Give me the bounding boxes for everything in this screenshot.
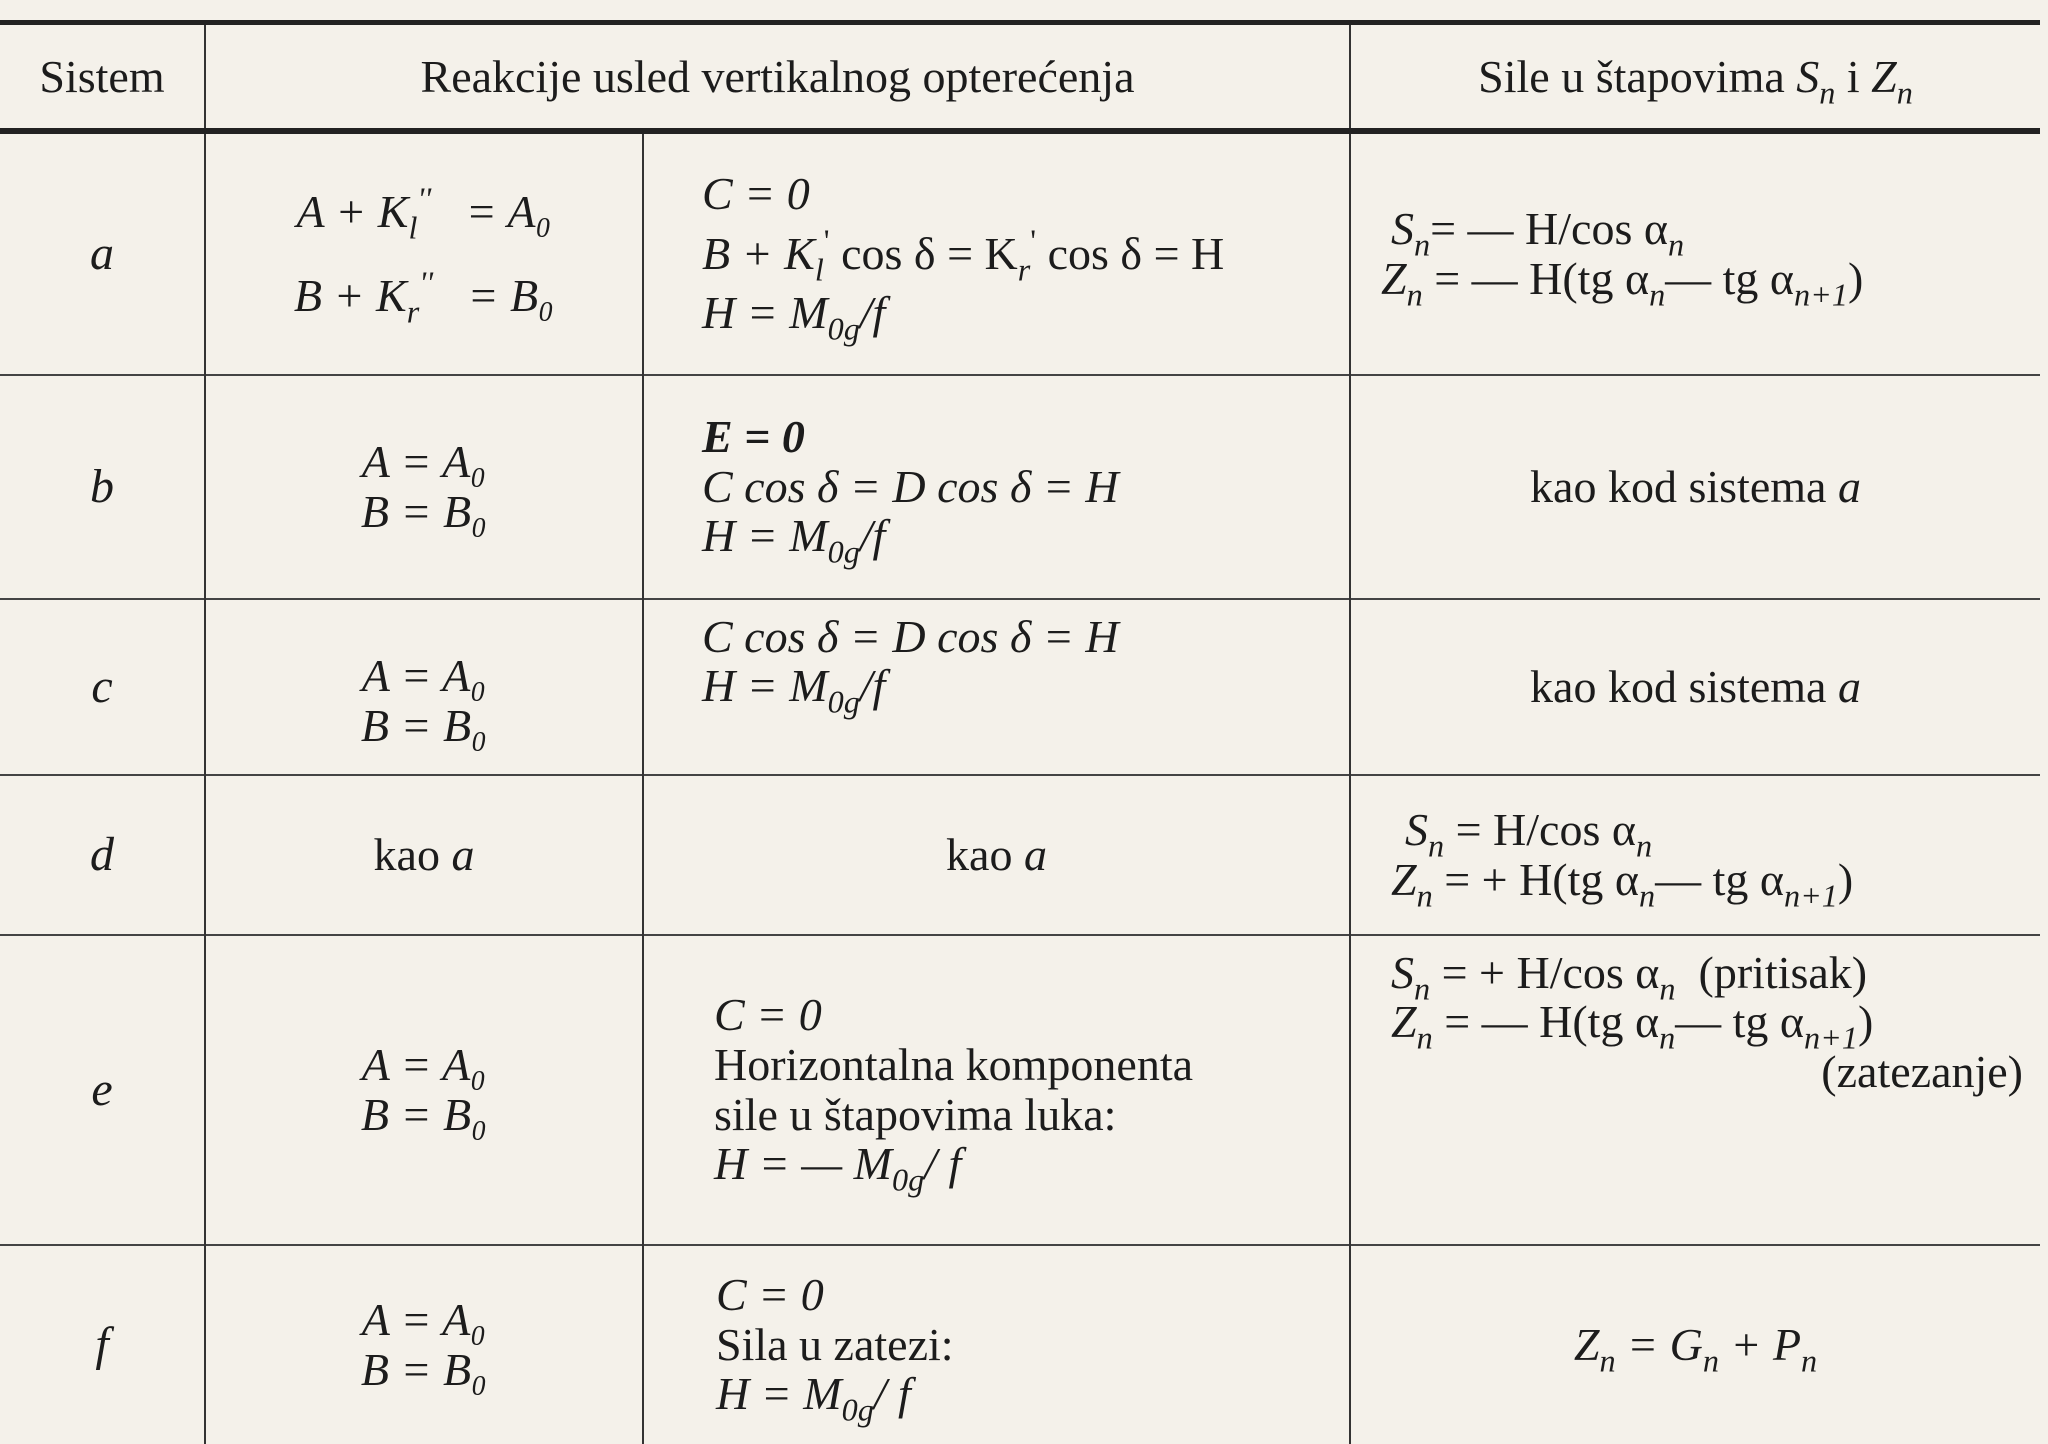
condition-c-line2: $H = M_{0g}/f$ (702, 660, 886, 720)
reaction-e-line1: A = A₀ (361, 1038, 487, 1090)
conditions-e (643, 935, 1350, 1245)
force-c-text: kao kod sistema (1530, 660, 1827, 712)
reaction-d-ref: a (451, 828, 475, 880)
header-forces (1350, 23, 2040, 131)
table-row-c (0, 599, 2040, 775)
reaction-a-line2: $B + K_r''$ = B₀ (293, 263, 555, 329)
condition-e-line4: H = — $M_{0g}/$ f (714, 1138, 962, 1198)
reaction-b-line1: A = A₀ (361, 435, 487, 487)
force-e-line3: (zatezanje) (1821, 1045, 2023, 1097)
reactions-e (205, 935, 643, 1245)
condition-a-line1: C = 0 (702, 167, 810, 219)
forces-f: $Z_n = G_n + P_n$ (1350, 1245, 2040, 1444)
force-d-line1: $S_n = H/\cos$ $\alpha_n$ (1405, 803, 1653, 864)
table-row-e (0, 935, 2040, 1245)
header-forces-z: Z (1871, 50, 1897, 102)
condition-b-line1: E = 0 (702, 410, 805, 462)
force-e-line2: $Z_n$ = — H(tg $\alpha_n—$ tg $\alpha_{n+1}$) (1391, 996, 1874, 1056)
condition-d-text: kao (946, 828, 1013, 880)
header-reactions: Reakcije usled vertikalnog opterećenja (205, 23, 1350, 131)
system-label-a: a (90, 226, 114, 280)
condition-f-line1: C = 0 (716, 1268, 824, 1320)
conditions-b (643, 375, 1350, 599)
reaction-f-line1: A = A₀ (361, 1293, 487, 1345)
reactions-b (205, 375, 643, 599)
reaction-c-line1: A = A₀ (361, 649, 487, 701)
condition-a-line2: $B + K_l'$ $\cos \delta = K_r'$ cos δ = H (702, 221, 1225, 287)
system-label-b: b (0, 375, 205, 599)
reaction-c-line2: B = B₀ (360, 699, 488, 751)
header-forces-z-sub: n (1896, 74, 1913, 111)
forces-b (1350, 375, 2040, 599)
reactions-c (205, 599, 643, 775)
forces-c (1350, 599, 2040, 775)
force-f-g: = G (1627, 1318, 1703, 1370)
header-forces-prefix: Sile u štapovima (1478, 50, 1785, 102)
condition-d-ref: a (1023, 828, 1047, 880)
system-label-e: e (0, 935, 205, 1245)
condition-e-line3: sile u štapovima luka: (714, 1088, 1117, 1140)
table-row-a (0, 131, 2040, 375)
condition-a-line3: $H = M_{0g}/f$ (702, 287, 886, 347)
force-c-ref: a (1837, 660, 1861, 712)
forces-a (1350, 131, 2040, 375)
force-f-z: Z (1573, 1318, 1600, 1370)
condition-b-line3: $H = M_{0g}/f$ (702, 510, 886, 570)
header-forces-s: S (1796, 50, 1820, 102)
conditions-a (643, 131, 1350, 375)
condition-f-line3: $H = M_{0g}/$ f (716, 1368, 911, 1428)
condition-e-line2: Horizontalna komponenta (714, 1038, 1194, 1090)
system-label-d: d (0, 775, 205, 935)
system-label-f: f (0, 1245, 205, 1444)
force-f-p: + P (1730, 1318, 1802, 1370)
reactions-d (205, 775, 643, 935)
reaction-f-line2: B = B₀ (360, 1343, 488, 1395)
reactions-table (0, 20, 2040, 1444)
table-header-row (0, 23, 2040, 131)
condition-b-line2: C cos δ = D cos δ = H (702, 460, 1119, 512)
forces-d (1350, 775, 2040, 935)
reaction-d-text: kao (373, 828, 440, 880)
reactions-f (205, 1245, 643, 1444)
conditions-c (643, 599, 1350, 775)
force-a-line1: $S_n=$ — H/cos $\alpha_n$ (1391, 202, 1685, 263)
table-row-d (0, 775, 2040, 935)
force-d-line2: $Z_n$ = + H(tg $\alpha_n—$ tg $\alpha_{n+1}$) (1391, 853, 1854, 913)
condition-f-line2: Sila u zatezi: (716, 1318, 954, 1370)
force-b-text: kao kod sistema (1530, 460, 1827, 512)
reactions-a (205, 131, 643, 375)
forces-e (1350, 935, 2040, 1245)
reaction-e-line2: B = B₀ (360, 1088, 488, 1140)
header-system: Sistem (0, 23, 205, 131)
reaction-b-line2: B = B₀ (360, 485, 488, 537)
condition-c-line1: C cos δ = D cos δ = H (702, 610, 1119, 662)
table-row-b (0, 375, 2040, 599)
header-forces-and: i (1846, 50, 1860, 102)
header-forces-s-sub: n (1819, 74, 1836, 111)
reaction-a-line1: $A + K_l''$ = A₀ (296, 180, 552, 246)
force-b-ref: a (1837, 460, 1861, 512)
system-label-c: c (0, 599, 205, 775)
conditions-f (643, 1245, 1350, 1444)
force-e-line1: $S_n$ = + H/cos $\alpha_n$ (pritisak) (1391, 946, 1868, 1006)
force-a-line2: $Z_n$ = — H(tg $\alpha_n—$ tg $\alpha_{n+1}$) (1381, 252, 1864, 312)
conditions-d (643, 775, 1350, 935)
condition-e-line1: C = 0 (714, 989, 822, 1041)
table-row-f (0, 1245, 2040, 1444)
